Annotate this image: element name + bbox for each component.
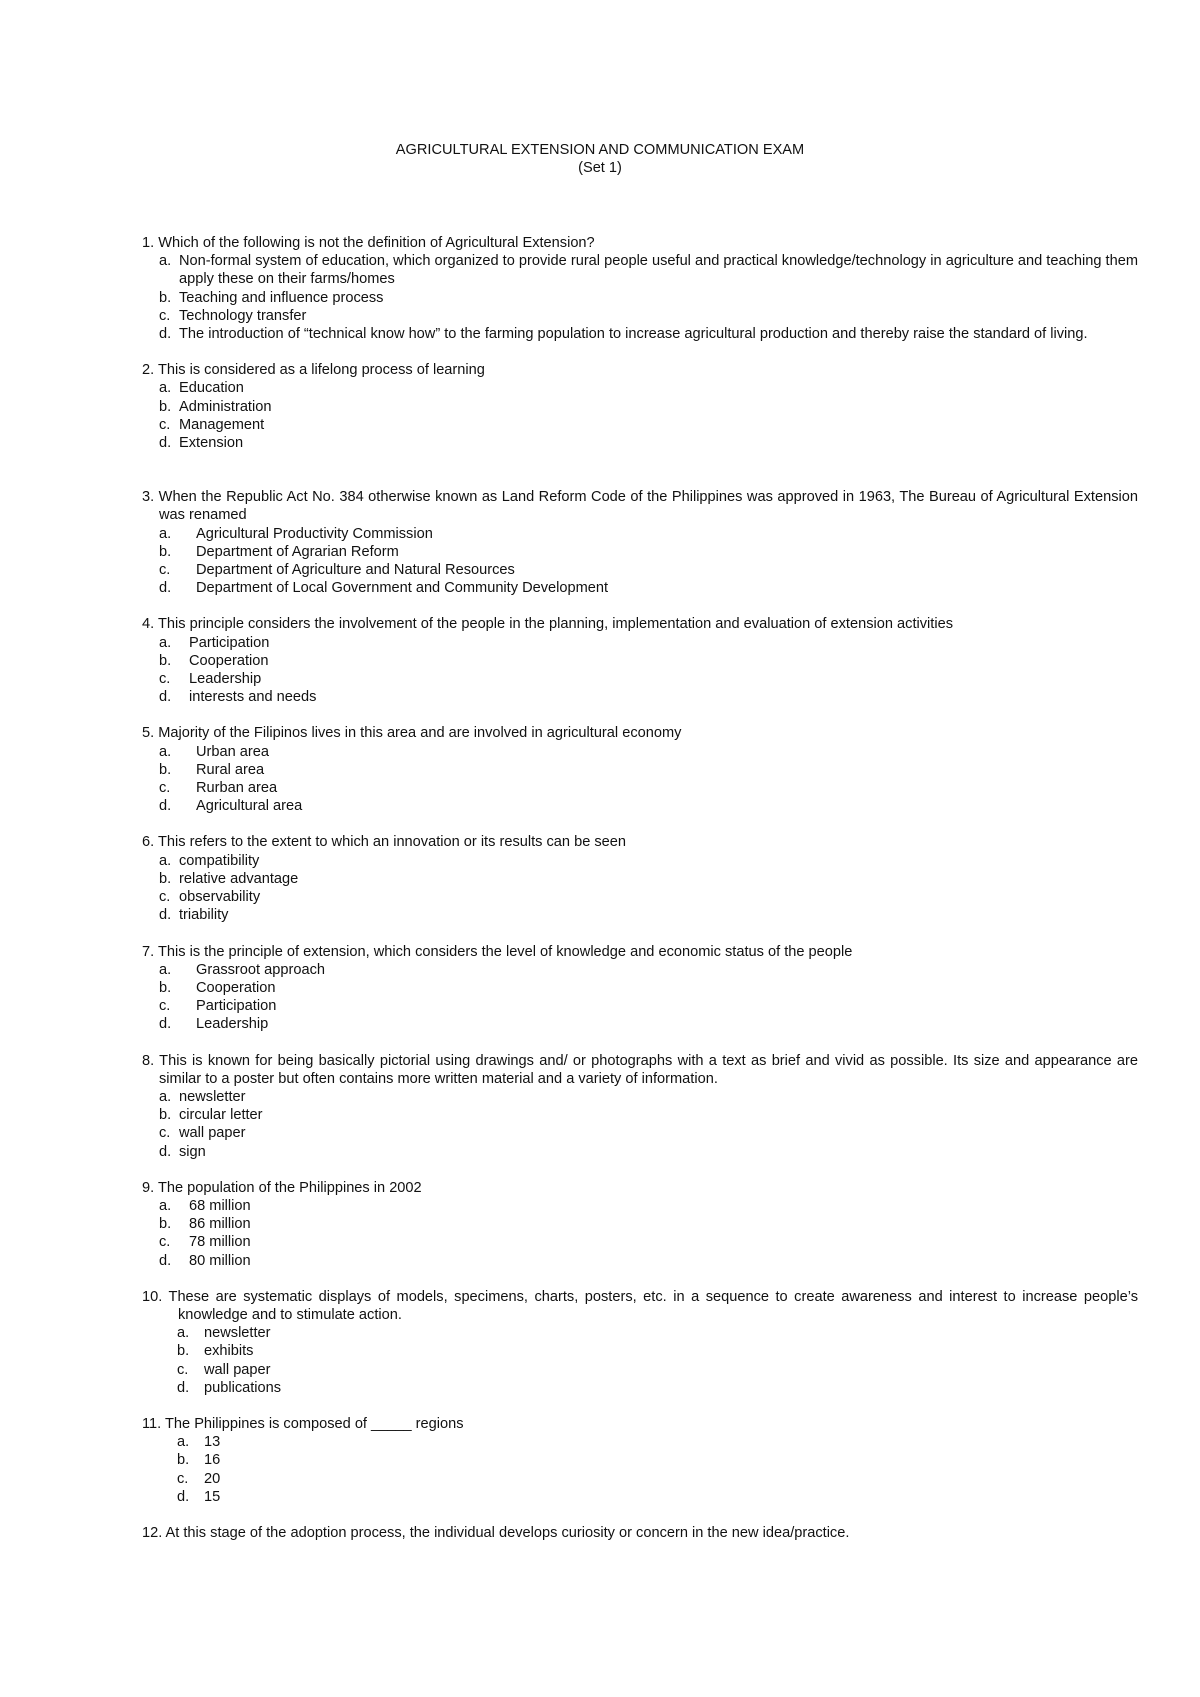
option-text: 86 million [189, 1216, 251, 1233]
option-letter: d. [159, 1016, 172, 1033]
option-a [142, 1088, 1138, 1106]
option-text: publications [204, 1379, 282, 1396]
question-9 [142, 1179, 1138, 1270]
option-letter: b. [177, 1452, 190, 1469]
option-a [142, 1324, 1138, 1342]
question-list [142, 234, 1138, 1560]
option-a [142, 1197, 1138, 1215]
question-2 [142, 361, 1138, 452]
option-d [142, 1488, 1138, 1506]
option-text: Teaching and influence process [179, 289, 384, 306]
option-letter: b. [159, 1216, 172, 1233]
option-text: sign [179, 1143, 206, 1160]
option-letter: b. [159, 1107, 172, 1124]
option-letter: c. [159, 416, 171, 433]
option-letter: d. [177, 1379, 190, 1396]
question-stem: 10. These are systematic displays of models, specimens, charts, posters, etc. in a sequence to create awareness and interest to increase people’s knowledge and to stimulate action. [142, 1288, 1138, 1323]
option-letter: c. [159, 562, 171, 579]
option-c [142, 997, 1138, 1015]
option-a [142, 743, 1138, 761]
option-text: 80 million [189, 1252, 251, 1269]
option-text: 20 [204, 1470, 221, 1487]
option-a [142, 379, 1138, 397]
option-letter: c. [159, 998, 171, 1015]
option-c [142, 779, 1138, 797]
question-stem: 1. Which of the following is not the definition of Agricultural Extension? [142, 235, 595, 251]
question-stem: 7. This is the principle of extension, which considers the level of knowledge and economic status of the people [142, 943, 853, 960]
option-letter: b. [159, 289, 172, 306]
option-b [142, 652, 1138, 670]
question-stem: 2. This is considered as a lifelong process of learning [142, 362, 485, 379]
option-text: 78 million [189, 1234, 251, 1251]
option-letter: b. [159, 543, 172, 560]
option-c [142, 670, 1138, 688]
option-c [142, 1470, 1138, 1488]
option-text: Participation [189, 634, 270, 651]
option-a [142, 252, 1138, 288]
option-letter: a. [177, 1434, 190, 1451]
question-stem: 8. This is known for being basically pictorial using drawings and/ or photographs with a text as brief and vivid as possible. Its size and appearance are similar to a poster but often contains more written material and a variety of information. [142, 1052, 1138, 1087]
option-d [142, 688, 1138, 706]
option-text: Education [179, 380, 244, 397]
option-letter: d. [159, 1252, 172, 1269]
option-text: Non-formal system of education, which organized to provide rural people useful and practical knowledge/technology in agriculture and teaching them apply these on their farms/homes [179, 253, 1138, 288]
option-text: Department of Local Government and Community Development [196, 580, 609, 597]
option-text: Grassroot approach [196, 961, 325, 978]
option-letter: d. [177, 1488, 190, 1505]
option-letter: d. [159, 1143, 172, 1160]
option-text: 13 [204, 1434, 221, 1451]
option-c [142, 1233, 1138, 1251]
option-a [142, 1433, 1138, 1451]
option-text: Rural area [196, 761, 265, 778]
option-text: relative advantage [179, 870, 299, 887]
option-d [142, 1252, 1138, 1270]
option-text: Leadership [189, 671, 262, 688]
question-3 [142, 488, 1138, 597]
option-letter: b. [177, 1343, 190, 1360]
option-letter: d. [159, 435, 172, 452]
option-text: Cooperation [196, 979, 276, 996]
option-letter: a. [159, 961, 172, 978]
option-letter: d. [159, 689, 172, 706]
option-letter: c. [177, 1470, 189, 1487]
option-d [142, 1143, 1138, 1161]
option-letter: d. [159, 907, 172, 924]
option-text: 15 [204, 1488, 221, 1505]
option-letter: c. [159, 671, 171, 688]
option-c [142, 1124, 1138, 1142]
option-letter: d. [159, 798, 172, 815]
option-b [142, 398, 1138, 416]
option-b [142, 543, 1138, 561]
option-b [142, 1342, 1138, 1360]
option-text: wall paper [204, 1361, 271, 1378]
option-letter: d. [159, 326, 172, 343]
option-letter: b. [159, 398, 172, 415]
option-text: circular letter [179, 1107, 263, 1124]
option-a [142, 634, 1138, 652]
question-7 [142, 943, 1138, 1034]
option-letter: a. [159, 1088, 172, 1105]
question-6 [142, 833, 1138, 924]
option-text: Department of Agrarian Reform [196, 543, 399, 560]
option-b [142, 1451, 1138, 1469]
question-stem: 12. At this stage of the adoption process, the individual develops curiosity or concern in the new idea/practice. [142, 1524, 850, 1541]
option-letter: a. [159, 852, 172, 869]
option-letter: b. [159, 761, 172, 778]
option-b [142, 761, 1138, 779]
option-text: Administration [179, 398, 272, 415]
option-text: Cooperation [189, 652, 269, 669]
option-letter: a. [159, 743, 172, 760]
option-text: Department of Agriculture and Natural Resources [196, 562, 515, 579]
option-a [142, 852, 1138, 870]
option-letter: c. [159, 1234, 171, 1251]
option-letter: c. [159, 780, 171, 797]
option-text: Technology transfer [179, 307, 307, 324]
option-text: Agricultural Productivity Commission [196, 525, 433, 542]
option-letter: c. [177, 1361, 189, 1378]
option-letter: c. [159, 889, 171, 906]
option-letter: c. [159, 1125, 171, 1142]
option-letter: a. [159, 380, 172, 397]
option-text: Agricultural area [196, 798, 303, 815]
option-d [142, 797, 1138, 815]
option-a [142, 525, 1138, 543]
option-letter: b. [159, 870, 172, 887]
option-letter: a. [159, 634, 172, 651]
question-10 [142, 1288, 1138, 1397]
option-d [142, 579, 1138, 597]
question-1 [142, 234, 1138, 343]
option-letter: b. [159, 652, 172, 669]
option-a [142, 961, 1138, 979]
exam-subtitle: (Set 1) [578, 160, 622, 176]
option-d [142, 325, 1138, 343]
option-b [142, 870, 1138, 888]
option-text: The introduction of “technical know how” to the farming population to increase agricultural production and thereby raise the standard of living. [179, 326, 1088, 343]
option-letter: b. [159, 979, 172, 996]
option-b [142, 1106, 1138, 1124]
option-c [142, 307, 1138, 325]
question-4 [142, 615, 1138, 706]
question-stem: 11. The Philippines is composed of _____ regions [142, 1415, 464, 1432]
question-stem: 3. When the Republic Act No. 384 otherwise known as Land Reform Code of the Philippines was approved in 1963, The Bureau of Agricultural Extension was renamed [142, 489, 1138, 524]
question-11 [142, 1415, 1138, 1506]
option-letter: a. [159, 1197, 172, 1214]
option-b [142, 1215, 1138, 1233]
option-letter: a. [177, 1325, 190, 1342]
option-d [142, 434, 1138, 452]
option-d [142, 906, 1138, 924]
title-block [0, 141, 1200, 177]
option-letter: d. [159, 580, 172, 597]
option-text: newsletter [204, 1325, 271, 1342]
option-b [142, 979, 1138, 997]
option-text: Rurban area [196, 780, 278, 797]
exam-title: AGRICULTURAL EXTENSION AND COMMUNICATION EXAM [395, 142, 805, 158]
option-c [142, 1361, 1138, 1379]
question-stem: 9. The population of the Philippines in 2002 [142, 1179, 422, 1196]
option-text: Extension [179, 435, 244, 452]
option-letter: a. [159, 253, 172, 270]
option-text: triability [179, 907, 229, 924]
question-stem: 6. This refers to the extent to which an innovation or its results can be seen [142, 834, 627, 851]
option-text: newsletter [179, 1088, 246, 1105]
option-c [142, 561, 1138, 579]
question-8 [142, 1052, 1138, 1161]
option-text: interests and needs [189, 689, 317, 706]
option-letter: a. [159, 525, 172, 542]
option-b [142, 289, 1138, 307]
option-letter: c. [159, 307, 171, 324]
option-text: observability [179, 889, 261, 906]
option-text: compatibility [179, 852, 260, 869]
option-d [142, 1379, 1138, 1397]
question-stem: 4. This principle considers the involvement of the people in the planning, implementation and evaluation of extension activities [142, 616, 953, 633]
option-text: Urban area [196, 743, 270, 760]
question-stem: 5. Majority of the Filipinos lives in this area and are involved in agricultural economy [142, 725, 682, 742]
option-d [142, 1015, 1138, 1033]
option-text: exhibits [204, 1343, 254, 1360]
option-text: Management [179, 416, 265, 433]
option-c [142, 416, 1138, 434]
option-text: Participation [196, 998, 277, 1015]
option-text: wall paper [179, 1125, 246, 1142]
question-12 [142, 1524, 1138, 1542]
option-text: Leadership [196, 1016, 269, 1033]
question-5 [142, 724, 1138, 815]
option-c [142, 888, 1138, 906]
option-text: 16 [204, 1452, 221, 1469]
option-text: 68 million [189, 1197, 251, 1214]
